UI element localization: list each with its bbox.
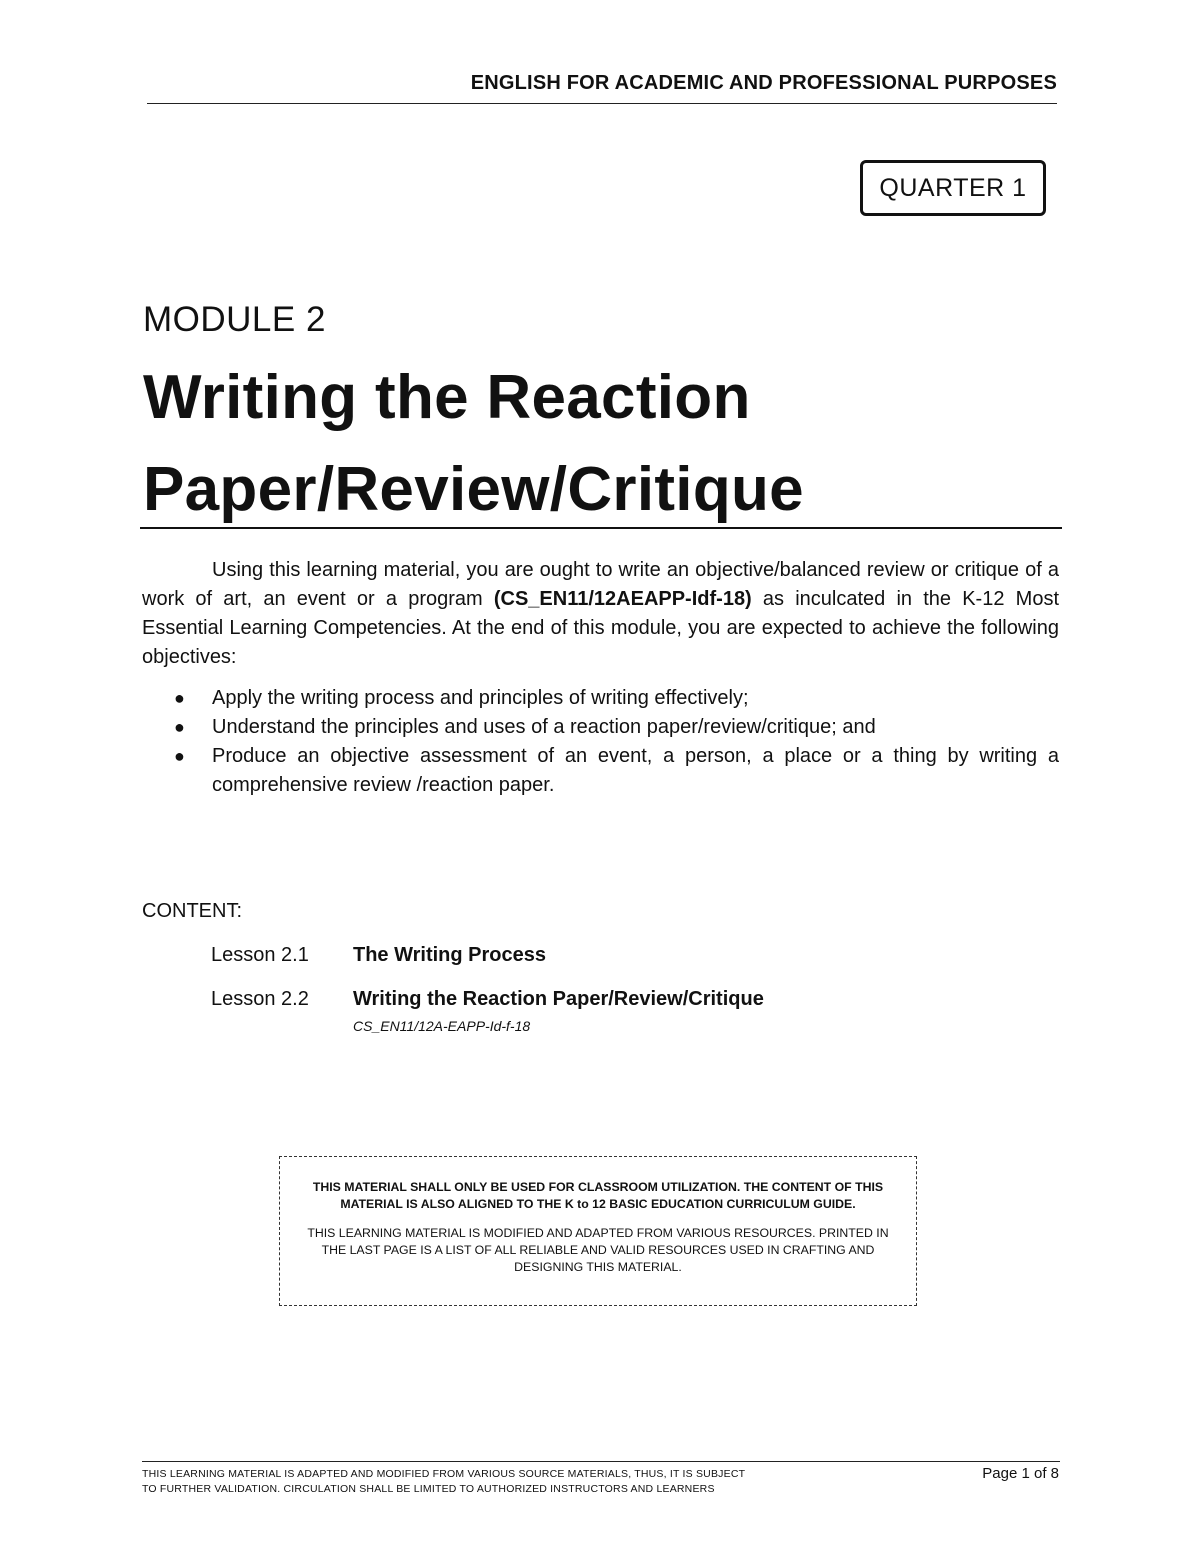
title-divider <box>140 527 1062 529</box>
bullet-icon: ● <box>174 717 185 737</box>
document-header: ENGLISH FOR ACADEMIC AND PROFESSIONAL PURPOSES <box>470 72 1057 94</box>
objectives-list <box>142 684 1059 800</box>
module-label: MODULE 2 <box>143 300 326 339</box>
objective-item <box>142 713 1059 742</box>
competency-code: (CS_EN11/12AEAPP-Idf-18) <box>493 588 752 610</box>
page-number: Page 1 of 8 <box>982 1465 1059 1482</box>
quarter-badge: QUARTER 1 <box>860 160 1046 216</box>
footer-line-2: TO FURTHER VALIDATION. CIRCULATION SHALL BE LIMITED TO AUTHORIZED INSTRUCTORS AND LEARNERS <box>142 1483 715 1495</box>
footer-disclaimer <box>142 1467 862 1497</box>
objective-item <box>142 684 1059 713</box>
lesson-row <box>211 988 764 1011</box>
objective-text: Understand the principles and uses of a reaction paper/review/critique; and <box>212 716 876 738</box>
objective-text: Produce an objective assessment of an event, a person, a place or a thing by writing a comprehensive review /reaction paper. <box>212 745 1059 796</box>
objective-item <box>142 742 1059 800</box>
module-title-line-1: Writing the Reaction <box>143 363 751 432</box>
notice-paragraph-2: THIS LEARNING MATERIAL IS MODIFIED AND ADAPTED FROM VARIOUS RESOURCES. PRINTED IN THE LAST PAGE IS A LIST OF ALL RELIABLE AND VALID RESOURCES USED IN CRAFTING AND DESIGNING THIS MATERIAL. <box>307 1226 889 1274</box>
usage-notice-box <box>279 1156 917 1306</box>
lesson-code: CS_EN11/12A-EAPP-Id-f-18 <box>353 1018 531 1034</box>
intro-paragraph <box>142 556 1059 672</box>
bullet-icon: ● <box>174 688 185 708</box>
bullet-icon: ● <box>174 746 185 766</box>
module-title <box>143 352 1083 536</box>
module-title-line-2: Paper/Review/Critique <box>143 455 804 524</box>
footer-line-1: THIS LEARNING MATERIAL IS ADAPTED AND MODIFIED FROM VARIOUS SOURCE MATERIALS, THUS, IT IS SUBJECT <box>142 1468 746 1480</box>
lesson-title: The Writing Process <box>353 944 547 966</box>
notice-paragraph-1: THIS MATERIAL SHALL ONLY BE USED FOR CLASSROOM UTILIZATION. THE CONTENT OF THIS MATERIAL IS ALSO ALIGNED TO THE K to 12 BASIC EDUCATION CURRICULUM GUIDE. <box>312 1180 884 1211</box>
intro-text-end: as inculcated in the K-12 Most Essential Learning Competencies. At the end of this module, you are expected to achieve the following objectives: <box>142 588 1059 668</box>
objective-text: Apply the writing process and principles of writing effectively; <box>212 687 749 709</box>
lesson-row <box>211 944 546 967</box>
lesson-number: Lesson 2.1 <box>211 944 309 966</box>
content-label: CONTENT: <box>142 900 242 922</box>
footer-divider <box>142 1461 1060 1462</box>
header-divider <box>147 103 1057 104</box>
lesson-number: Lesson 2.2 <box>211 988 309 1010</box>
intro-text-start: Using this learning material, you are ought to write an objective/balanced review or critique of a work of art, an event or a program <box>142 559 1059 610</box>
lesson-title: Writing the Reaction Paper/Review/Critique <box>353 988 764 1010</box>
